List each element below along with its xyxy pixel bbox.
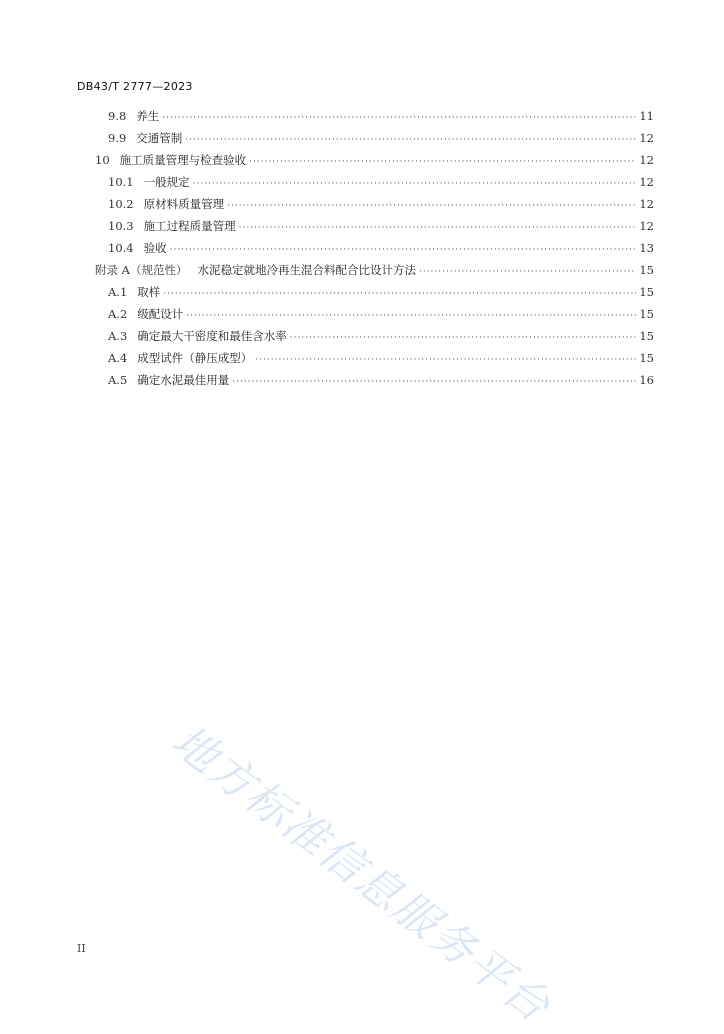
toc-leader-dots [186,308,636,324]
toc-entry-title: 验收 [143,241,167,255]
toc-entry[interactable] [108,306,654,322]
toc-entry-number: A.3 [108,329,128,343]
toc-entry-title: 成型试件（静压成型） [137,351,253,365]
toc-entry-number: 9.9 [108,131,127,145]
toc-entry-title: 施工质量管理与检查验收 [119,153,247,167]
toc-entry-number: 附录 A（规范性） [95,263,188,277]
toc-leader-dots [170,242,637,258]
toc-leader-dots [185,132,636,148]
toc-entry-number: 10.3 [108,219,134,233]
toc-entry-title: 养生 [136,109,160,123]
toc-entry-page: 15 [639,329,654,343]
toc-entry-title: 级配设计 [137,307,184,321]
toc-entry-page: 12 [639,197,654,211]
document-code: DB43/T 2777—2023 [77,80,193,93]
toc-entry-page: 15 [639,285,654,299]
toc-entry[interactable] [108,218,654,234]
toc-leader-dots [193,176,637,192]
toc-entry-number: 9.8 [108,109,127,123]
page-number: II [77,942,86,955]
toc-entry-number: A.2 [108,307,128,321]
toc-entry-title: 施工过程质量管理 [143,219,236,233]
toc-entry-page: 12 [639,153,654,167]
toc-entry[interactable] [108,328,654,344]
toc-entry[interactable] [108,372,654,388]
toc-entry-number: 10.2 [108,197,134,211]
toc-entry-number: 10.1 [108,175,134,189]
toc-leader-dots [232,374,636,390]
toc-entry[interactable] [95,152,654,168]
toc-entry-title: 原材料质量管理 [143,197,225,211]
toc-entry-page: 12 [639,131,654,145]
toc-entry-number: 10 [95,153,110,167]
toc-entry[interactable] [108,130,654,146]
toc-entry-page: 16 [639,373,654,387]
toc-entry[interactable] [108,240,654,256]
toc-entry[interactable] [95,262,654,278]
watermark-text: 地方标准信息服务平台 [161,715,561,1033]
toc-entry[interactable] [108,284,654,300]
toc-entry-page: 13 [639,241,654,255]
toc-leader-dots [290,330,637,346]
toc-entry-title: 一般规定 [143,175,190,189]
toc-entry-number: A.5 [108,373,128,387]
toc-entry-title: 确定最大干密度和最佳含水率 [137,329,287,343]
toc-leader-dots [227,198,636,214]
toc-entry-page: 12 [639,175,654,189]
toc-entry[interactable] [108,196,654,212]
toc-leader-dots [255,352,636,368]
toc-entry[interactable] [108,174,654,190]
toc-entry-title: 取样 [137,285,161,299]
toc-leader-dots [239,220,637,236]
toc-entry[interactable] [108,350,654,366]
toc-leader-dots [249,154,636,170]
toc-entry-page: 15 [639,307,654,321]
toc-leader-dots [162,110,636,126]
toc-entry-number: A.4 [108,351,128,365]
toc-entry-number: A.1 [108,285,128,299]
toc-entry-page: 15 [639,263,654,277]
toc-entry-page: 11 [639,109,654,123]
toc-entry-page: 12 [639,219,654,233]
toc-entry[interactable] [108,108,654,124]
toc-leader-dots [163,286,636,302]
toc-entry-title: 水泥稳定就地冷再生混合料配合比设计方法 [197,263,416,277]
toc-leader-dots [419,264,636,280]
toc-entry-title: 确定水泥最佳用量 [137,373,230,387]
toc-entry-page: 15 [639,351,654,365]
toc-entry-title: 交通管制 [136,131,183,145]
toc-entry-number: 10.4 [108,241,134,255]
